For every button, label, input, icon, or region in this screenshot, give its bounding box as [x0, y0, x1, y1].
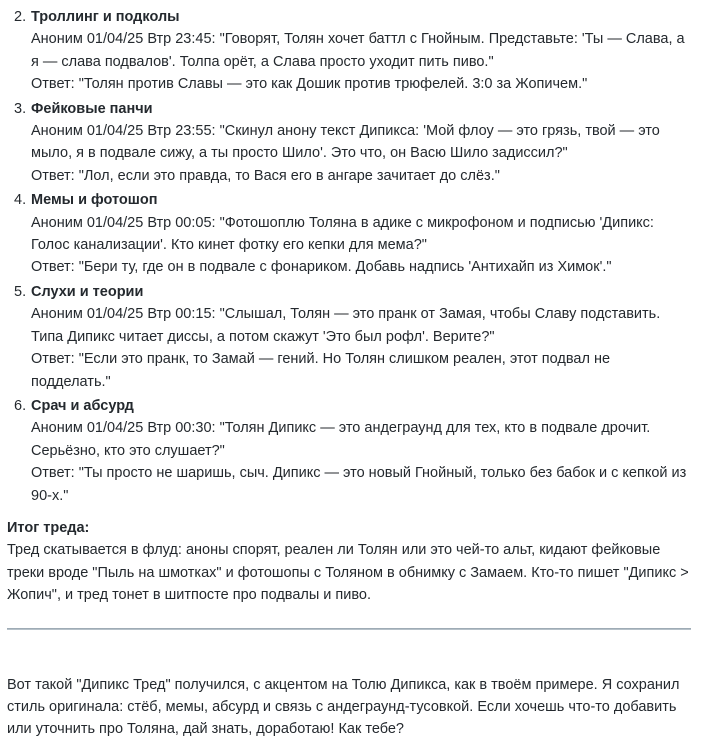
item-anon-post: Аноним 01/04/25 Втр 00:30: "Толян Дипикс — это андеграунд для тех, кто в подвале дрочит. Серьёзно, кто это слушает?"	[31, 420, 651, 459]
item-title: Мемы и фотошоп	[31, 192, 158, 209]
item-body	[31, 6, 691, 96]
closing-paragraph: Вот такой "Дипикс Тред" получился, с акцентом на Толю Дипикса, как в твоём примере. Я сохранил стиль оригинала: стёб, мемы, абсурд и связь с андеграунд-тусовкой. Если хочешь что-то добавить или уточнить про Толяна, дай знать, доработаю! Как тебе?	[7, 676, 680, 738]
divider	[7, 628, 691, 630]
item-title: Фейковые панчи	[31, 100, 153, 117]
item-title: Срач и абсурд	[31, 397, 134, 414]
list-item	[7, 281, 691, 393]
item-body	[31, 98, 691, 188]
item-anon-post: Аноним 01/04/25 Втр 00:05: "Фотошоплю Толяна в адике с микрофоном и подписью 'Дипикс: Голос канализации'. Кто кинет фотку его кепки для мема?"	[31, 214, 654, 254]
thread-list	[7, 6, 691, 507]
item-anon-post: Аноним 01/04/25 Втр 00:15: "Слышал, Толян — это пранк от Замая, чтобы Славу подставить. Типа Дипикс читает диссы, а потом скажут 'Это был рофл'. Верите?"	[31, 306, 661, 345]
item-body	[31, 395, 691, 507]
item-anon-post: Аноним 01/04/25 Втр 23:55: "Скинул анону текст Дипикса: 'Мой флоу — это грязь, твой — это мыло, я в подвале сижу, а ты просто Шило'. Это что, он Васю Шило задиссил?"	[31, 123, 660, 162]
list-item	[7, 189, 691, 279]
item-body	[31, 281, 691, 393]
item-number: 6.	[14, 397, 27, 414]
list-item	[7, 98, 691, 188]
item-number: 4.	[14, 192, 27, 209]
summary-heading: Итог треда:	[7, 519, 90, 536]
item-title: Троллинг и подколы	[31, 9, 180, 25]
item-reply: Ответ: "Ты просто не шаришь, сыч. Дипикс — это новый Гнойный, только без бабок и с кепкой из 90-х."	[31, 465, 687, 504]
list-item	[7, 6, 691, 96]
item-reply: Ответ: "Если это пранк, то Замай — гений. Но Толян слишком реален, этот подвал не подделать."	[31, 351, 611, 390]
item-reply: Ответ: "Бери ту, где он в подвале с фонариком. Добавь надпись 'Антихайп из Химок'."	[31, 259, 612, 276]
item-anon-post: Аноним 01/04/25 Втр 23:45: "Говорят, Толян хочет баттл с Гнойным. Представьте: 'Ты — Слава, а я — слава подвалов'. Толпа орёт, а Слава просто уходит пить пиво."	[31, 31, 685, 70]
item-number: 2.	[14, 9, 27, 25]
item-reply: Ответ: "Лол, если это правда, то Вася его в ангаре зачитает до слёз."	[31, 167, 500, 184]
thread-summary	[7, 517, 691, 607]
item-title: Слухи и теории	[31, 283, 144, 300]
summary-text: Тред скатывается в флуд: аноны спорят, реален ли Толян или это чей-то альт, кидают фейковые треки вроде "Пыль на шмотках" и фотошопы с Толяном в обнимку с Замаем. Кто-то пишет "Дипикс > Жопич", и тред тонет в шитпосте про подвалы и пиво.	[7, 542, 689, 604]
item-body	[31, 189, 691, 279]
item-number: 5.	[14, 283, 27, 300]
item-reply: Ответ: "Толян против Славы — это как Дошик против трюфелей. 3:0 за Жопичем."	[31, 76, 588, 93]
list-item	[7, 395, 691, 507]
item-number: 3.	[14, 100, 27, 117]
